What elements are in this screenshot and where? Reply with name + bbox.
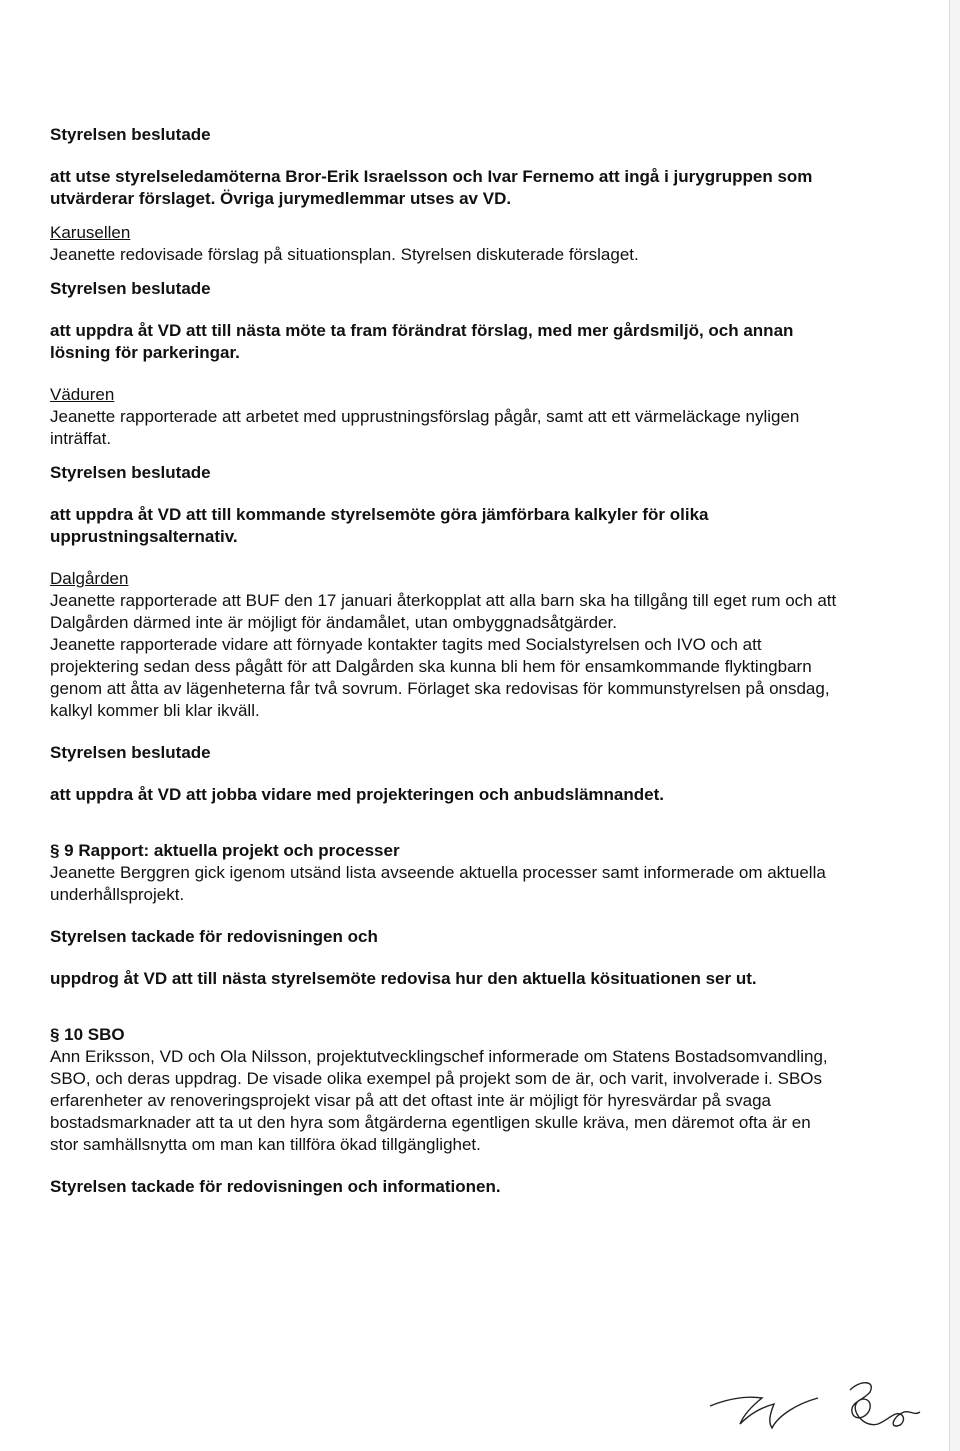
paragraph: Ann Eriksson, VD och Ola Nilsson, projektutvecklingschef informerade om Statens Bostadsomvandling, SBO, och deras uppdrag. De visade olika exempel på projekt som de är, och varit, involverade i. SBOs erfarenheter av renoveringsprojekt visar på att det oftast inte är möjligt för hyresvärdar på svaga bostadsmarknader att ta ut den hyra som åtgärderna egentligen skulle kräva, men däremot ofta är en stor samhällsnytta om man kan tillföra ökad tillgänglighet.: [50, 1047, 828, 1154]
decision-heading: Styrelsen tackade för redovisningen och: [50, 927, 378, 946]
decision-text: att utse styrelseledamöterna Bror-Erik Israelsson och Ivar Fernemo att ingå i jurygruppen som utvärderar förslaget. Övriga jurymedlemmar utses av VD.: [50, 167, 813, 208]
paragraph: Jeanette Berggren gick igenom utsänd lista avseende aktuella processer samt informerade om aktuella underhållsprojekt.: [50, 863, 826, 904]
decision-heading: Styrelsen beslutade: [50, 125, 211, 144]
decision-text: att uppdra åt VD att jobba vidare med projekteringen och anbudslämnandet.: [50, 785, 664, 804]
page-edge: [950, 0, 960, 1451]
section-title-karusellen: Karusellen: [50, 223, 131, 242]
decision-heading: Styrelsen beslutade: [50, 743, 211, 762]
closing-statement: Styrelsen tackade för redovisningen och informationen.: [50, 1177, 501, 1196]
paragraph: Jeanette redovisade förslag på situationsplan. Styrelsen diskuterade förslaget.: [50, 245, 639, 264]
decision-text: att uppdra åt VD att till nästa möte ta fram förändrat förslag, med mer gårdsmiljö, och annan lösning för parkeringar.: [50, 321, 794, 362]
section-heading-9: § 9 Rapport: aktuella projekt och processer: [50, 841, 400, 860]
paragraph: Jeanette rapporterade att BUF den 17 januari återkopplat att alla barn ska ha tillgång till eget rum och att Dalgården därmed inte är möjligt för ändamålet, utan ombyggnadsåtgärder.: [50, 591, 837, 632]
decision-text: att uppdra åt VD att till kommande styrelsemöte göra jämförbara kalkyler för olika upprustningsalternativ.: [50, 505, 709, 546]
paragraph: Jeanette rapporterade vidare att förnyade kontakter tagits med Socialstyrelsen och IVO och att projektering sedan dess pågått för att Dalgården ska kunna bli hem för ensamkommande flyktingbarn genom att åtta av lägenheterna får två sovrum. Förlaget ska redovisas för kommunstyrelsen på onsdag, kalkyl kommer bli klar ikväll.: [50, 635, 830, 720]
section-title-vaduren: Väduren: [50, 385, 115, 404]
decision-heading: Styrelsen beslutade: [50, 463, 211, 482]
decision-text: uppdrog åt VD att till nästa styrelsemöte redovisa hur den aktuella kösituationen ser ut.: [50, 969, 757, 988]
decision-heading: Styrelsen beslutade: [50, 279, 211, 298]
signature-initials: [700, 1368, 930, 1438]
section-title-dalgarden: Dalgården: [50, 569, 129, 588]
paragraph: Jeanette rapporterade att arbetet med upprustningsförslag pågår, samt att ett värmeläckage nyligen inträffat.: [50, 407, 800, 448]
page-edge-line: [949, 0, 950, 1451]
document-page: [50, 124, 840, 1198]
section-heading-10: § 10 SBO: [50, 1025, 125, 1044]
